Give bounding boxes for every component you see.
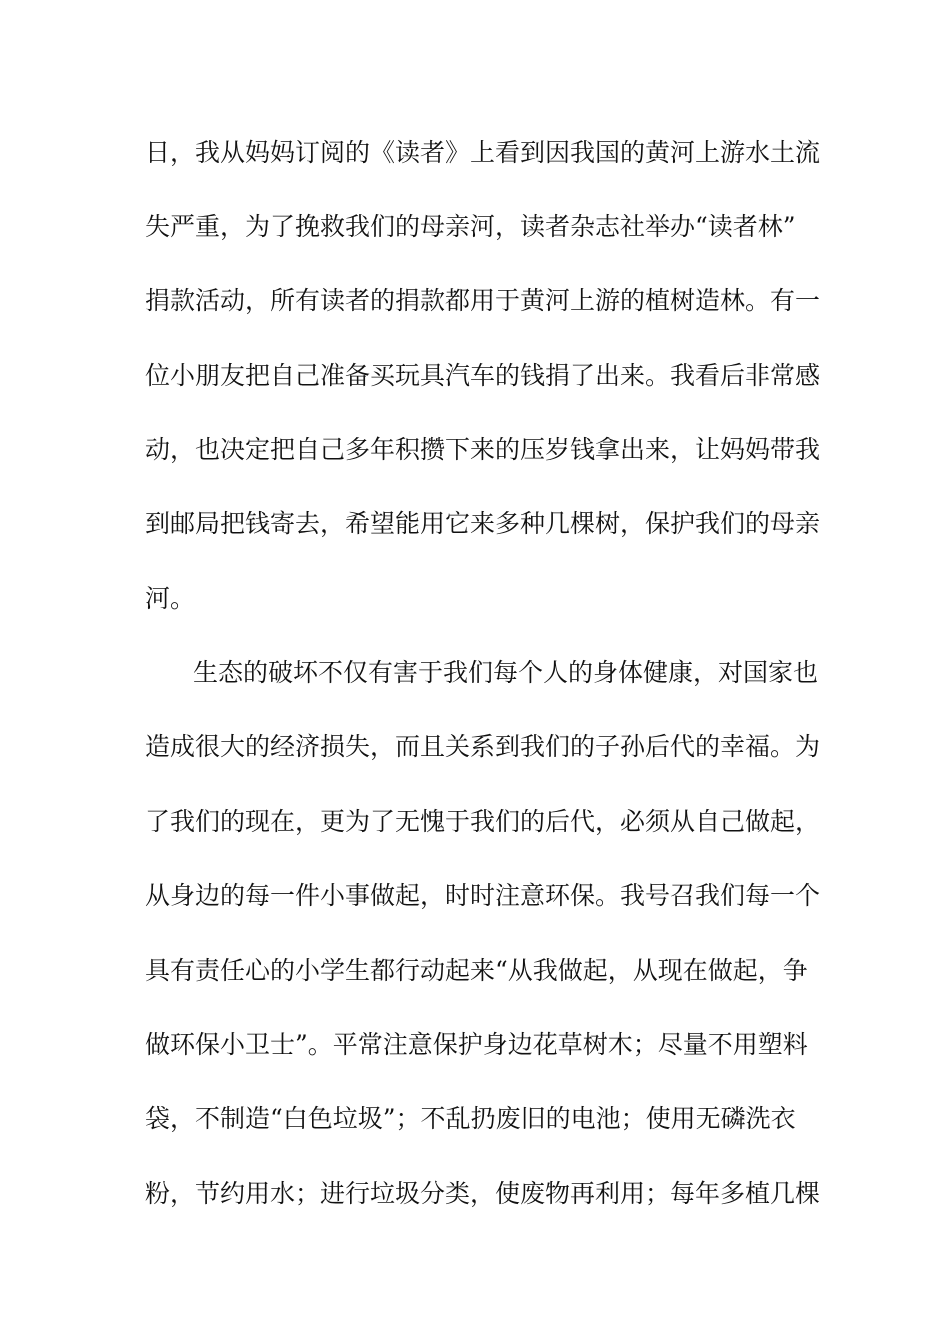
paragraph-1-line-6: 到邮局把钱寄去，希望能用它来多种几棵树，保护我们的母亲 [145, 509, 821, 538]
paragraph-2-line-2: 造成很大的经济损失，而且关系到我们的子孙后代的幸福。为 [145, 732, 821, 761]
paragraph-2-line-7: 袋，不制造“白色垃圾”；不乱扔废旧的电池；使用无磷洗衣 [145, 1104, 796, 1133]
paragraph-2-line-4: 从身边的每一件小事做起，时时注意环保。我号召我们每一个 [145, 881, 821, 910]
paragraph-1-line-5: 动，也决定把自己多年积攒下来的压岁钱拿出来，让妈妈带我 [145, 435, 821, 464]
paragraph-1-line-4: 位小朋友把自己准备买玩具汽车的钱捐了出来。我看后非常感 [145, 361, 821, 390]
paragraph-1-line-1: 日，我从妈妈订阅的《读者》上看到因我国的黄河上游水土流 [145, 138, 821, 167]
paragraph-2-line-3: 了我们的现在，更为了无愧于我们的后代，必须从自己做起， [145, 807, 821, 836]
paragraph-1-line-2: 失严重，为了挽救我们的母亲河，读者杂志社举办“读者林” [145, 212, 796, 241]
paragraph-2-line-1: 生态的破坏不仅有害于我们每个人的身体健康，对国家也 [193, 658, 819, 687]
paragraph-2-line-8: 粉，节约用水；进行垃圾分类，使废物再利用；每年多植几棵 [145, 1179, 821, 1208]
paragraph-1-line-3: 捐款活动，所有读者的捐款都用于黄河上游的植树造林。有一 [145, 286, 821, 315]
paragraph-2-line-5: 具有责任心的小学生都行动起来“从我做起，从现在做起，争 [145, 956, 808, 985]
paragraph-1-line-7: 河。 [145, 584, 196, 613]
paragraph-2-line-6: 做环保小卫士”。平常注意保护身边花草树木；尽量不用塑料 [145, 1030, 808, 1059]
